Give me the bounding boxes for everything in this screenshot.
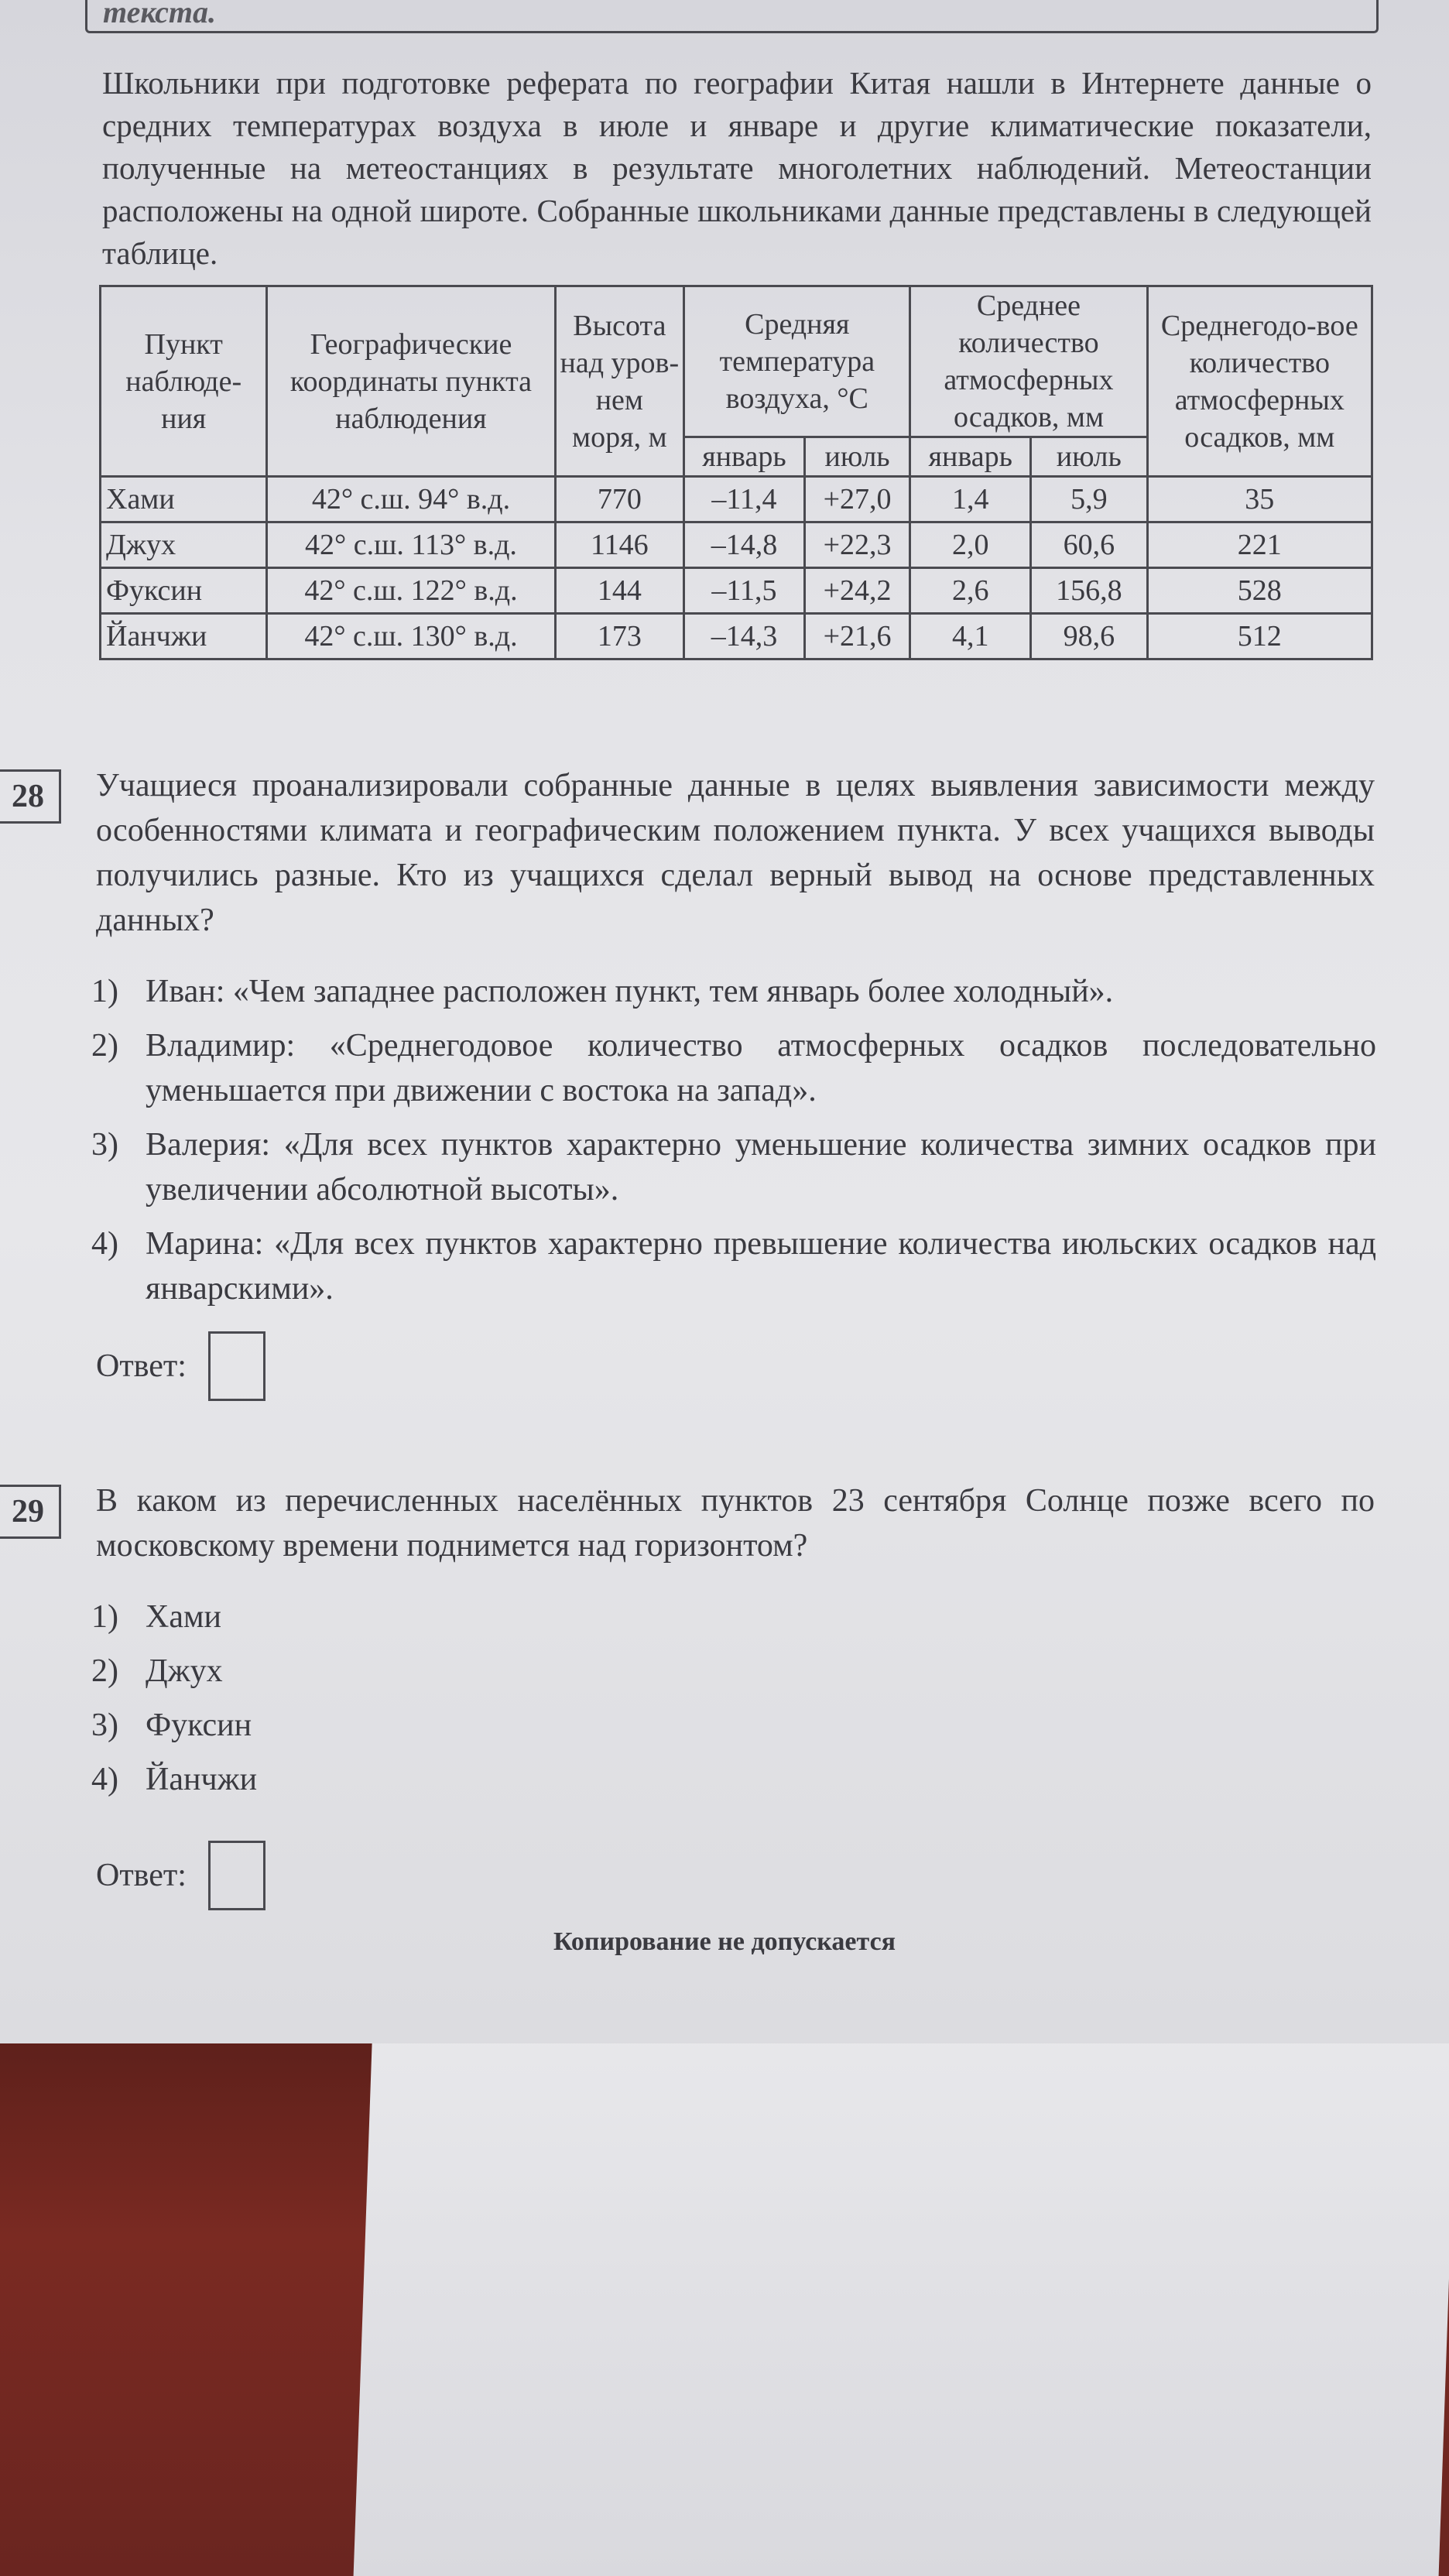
option-text: Иван: «Чем западнее расположен пункт, тем январь более холодный». [146,974,1114,1009]
cell-annual: 221 [1147,522,1372,568]
header-point: Пункт наблюде-ния [101,286,267,477]
cell-precip-jan: 2,6 [910,568,1031,614]
underlying-sheet [354,1982,1449,2576]
option-item [91,1221,1376,1311]
option-item [91,1122,1376,1212]
cell-coords: 42° с.ш. 122° в.д. [267,568,555,614]
task-29-answer [96,1841,265,1910]
cell-name: Фуксин [101,568,267,614]
cell-temp-jan: –14,8 [684,522,805,568]
header-coords: Географические координаты пункта наблюдения [267,286,555,477]
cell-temp-jul: +21,6 [804,614,910,659]
answer-label: Ответ: [96,1858,187,1893]
option-number: 3) [91,1127,118,1163]
option-text: Марина: «Для всех пунктов характерно превышение количества июльских осадков над январскими». [146,1226,1376,1307]
option-text: Валерия: «Для всех пунктов характерно уменьшение количества зимних осадков при увеличении абсолютной высоты». [146,1127,1376,1208]
answer-box[interactable] [208,1331,265,1401]
option-item [91,1703,1376,1748]
option-number: 1) [91,974,118,1009]
table-row [101,614,1372,659]
cell-annual: 35 [1147,477,1372,522]
table-row [101,568,1372,614]
header-annual: Среднегодо-вое количество атмосферных осадков, мм [1147,286,1372,477]
cell-temp-jan: –11,4 [684,477,805,522]
task-29-options [91,1595,1376,1811]
cell-name: Йанчжи [101,614,267,659]
table-row [101,522,1372,568]
cell-precip-jan: 1,4 [910,477,1031,522]
cell-precip-jan: 2,0 [910,522,1031,568]
answer-label: Ответ: [96,1348,187,1384]
cell-precip-jul: 98,6 [1031,614,1148,659]
option-text: Владимир: «Среднегодовое количество атмосферных осадков последовательно уменьшается при движении с востока на запад». [146,1028,1376,1108]
option-text: Хами [146,1599,222,1635]
option-text: Фуксин [146,1708,252,1743]
task-28-answer [96,1331,265,1401]
answer-box[interactable] [208,1841,265,1910]
cell-temp-jul: +22,3 [804,522,910,568]
header-precip: Среднее количество атмосферных осадков, мм [910,286,1147,437]
option-number: 4) [91,1762,118,1797]
cell-coords: 42° с.ш. 130° в.д. [267,614,555,659]
header-temp: Средняя температура воздуха, °C [684,286,910,437]
option-number: 1) [91,1599,118,1635]
cell-temp-jul: +27,0 [804,477,910,522]
header-precip-jan: январь [910,437,1031,477]
cell-precip-jul: 5,9 [1031,477,1148,522]
option-number: 2) [91,1028,118,1064]
cell-name: Хами [101,477,267,522]
cell-temp-jan: –14,3 [684,614,805,659]
cell-coords: 42° с.ш. 113° в.д. [267,522,555,568]
option-text: Йанчжи [146,1762,258,1797]
task-28-options [91,969,1376,1321]
footer-note: Копирование не допускается [553,1927,896,1956]
cell-height: 144 [555,568,684,614]
task-28-number: 28 [0,769,61,824]
cell-height: 770 [555,477,684,522]
cell-height: 173 [555,614,684,659]
climate-table [99,285,1373,660]
header-temp-jan: январь [684,437,805,477]
cell-precip-jan: 4,1 [910,614,1031,659]
intro-paragraph: Школьники при подготовке реферата по географии Китая нашли в Интернете данные о средних температурах воздуха в июле и январе и другие климатические показатели, полученные на метеостанциях в результате многолетних наблюдений. Метеостанции расположены на одной широте. Собранные школьниками данные представлены в следующей таблице. [102,65,1372,271]
cell-precip-jul: 156,8 [1031,568,1148,614]
task-28-question: Учащиеся проанализировали собранные данные в целях выявления зависимости между особенностями климата и географическим положением пункта. У всех учащихся выводы получились разные. Кто из учащихся сделал верный вывод на основе представленных данных? [96,768,1375,938]
option-item [91,1757,1376,1802]
cell-coords: 42° с.ш. 94° в.д. [267,477,555,522]
option-item [91,1649,1376,1694]
table-row [101,477,1372,522]
option-number: 2) [91,1653,118,1689]
header-height: Высота над уров-нем моря, м [555,286,684,477]
cell-precip-jul: 60,6 [1031,522,1148,568]
task-29-question: В каком из перечисленных населённых пунктов 23 сентября Солнце позже всего по московскому времени поднимется над горизонтом? [96,1483,1375,1564]
cell-height: 1146 [555,522,684,568]
cell-annual: 512 [1147,614,1372,659]
option-text: Джух [146,1653,223,1689]
cell-temp-jul: +24,2 [804,568,910,614]
header-precip-jul: июль [1031,437,1148,477]
cell-temp-jan: –11,5 [684,568,805,614]
option-number: 4) [91,1226,118,1262]
cell-name: Джух [101,522,267,568]
option-item [91,969,1376,1014]
task-29-number: 29 [0,1485,61,1539]
option-item [91,1023,1376,1113]
option-number: 3) [91,1708,118,1743]
previous-task-box [85,0,1379,33]
header-temp-jul: июль [804,437,910,477]
option-item [91,1595,1376,1639]
cell-annual: 528 [1147,568,1372,614]
previous-task-text: текста. [103,0,216,29]
